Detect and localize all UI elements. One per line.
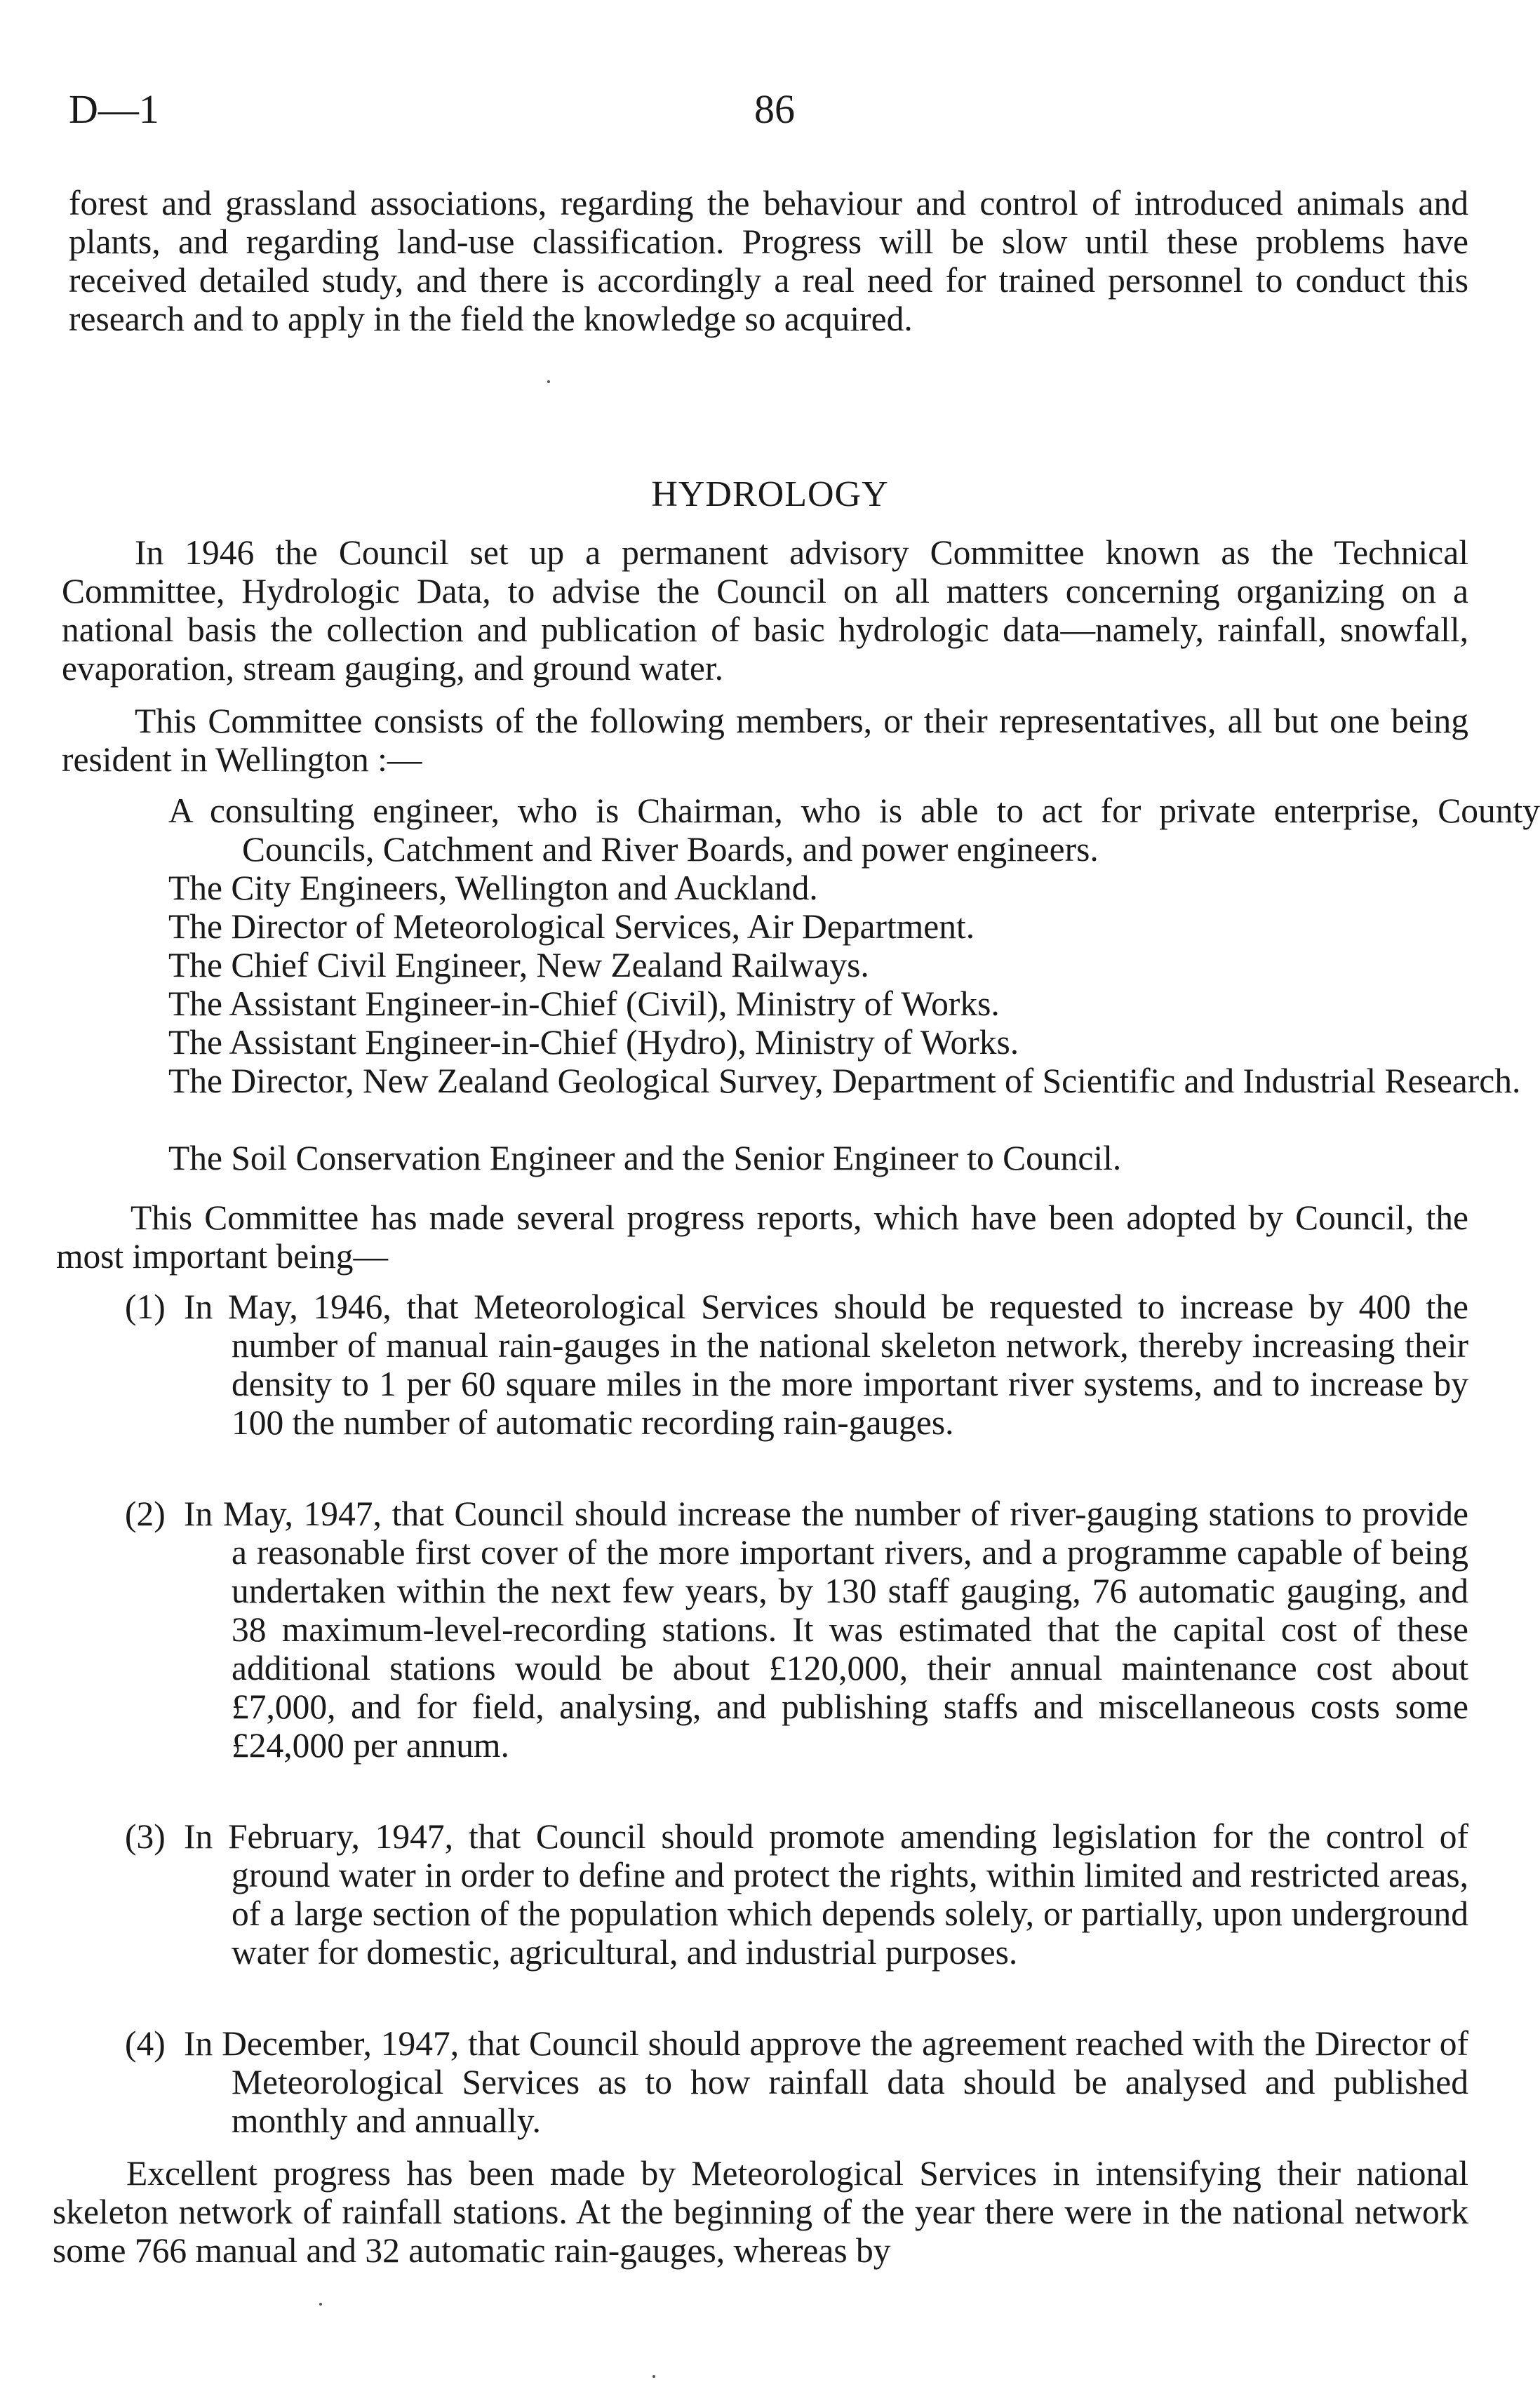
series-label: D—1 [69,86,159,132]
report-item: In December, 1947, that Council should approve the agreement reached with the Director of Meteorological Services as to how rainfall data should be analysed and published monthly and annually. [184,2024,1468,2140]
page-number: 86 [754,86,795,132]
report-item: In May, 1946, that Meteorological Services should be requested to increase by 400 the number of manual rain-gauges in the national skeleton network, thereby increasing their density to 1 per 60 square miles in the more important river systems, and to increase by 100 the number of automatic recording rain-gauges. [184,1288,1468,1442]
member-item: A consulting engineer, who is Chairman, who is able to act for private enterprise, County Councils, Catchment and River Boards, and power engineers. [168,791,1540,869]
paragraph-progress-reports: This Committee has made several progress reports, which have been adopted by Council, the most important being— [56,1198,1468,1276]
member-item: The Director, New Zealand Geological Survey, Department of Scientific and Industrial Research. [168,1062,1521,1100]
item-number: (3) [125,1817,166,1856]
item-number: (2) [125,1494,166,1533]
paragraph-committee-setup: In 1946 the Council set up a permanent advisory Committee known as the Technical Committee, Hydrologic Data, to advise the Council on all matters concerning organizing on a national basis the collection and publication of basic hydrologic data—namely, rainfall, snowfall, evaporation, stream gauging, and ground water. [62,533,1468,688]
member-item: The Assistant Engineer-in-Chief (Hydro), Ministry of Works. [168,1023,1019,1062]
report-item: In February, 1947, that Council should promote amending legislation for the control of ground water in order to define and protect the rights, within limited and restricted areas, of a large section of the population which depends solely, or partially, upon underground water for domestic, agricultural, and industrial purposes. [184,1817,1468,1972]
member-item: The Assistant Engineer-in-Chief (Civil), Ministry of Works. [168,984,1000,1023]
speck-mark [547,380,550,383]
item-number: (1) [125,1288,166,1326]
member-item: The Director of Meteorological Services, Air Department. [168,907,975,946]
paragraph-committee-members-intro: This Committee consists of the following members, or their representatives, all but one being resident in Wellington :— [62,702,1468,779]
speck-mark [652,2375,655,2378]
member-item: The Chief Civil Engineer, New Zealand Railways. [168,946,869,984]
item-number: (4) [125,2024,166,2063]
member-item: The City Engineers, Wellington and Auckland. [168,869,818,907]
intro-paragraph: forest and grassland associations, regarding the behaviour and control of introduced animals and plants, and regarding land-use classification. Progress will be slow until these problems have received detailed study, and there is accordingly a real need for trained personnel to conduct this research and to apply in the field the knowledge so acquired. [69,184,1468,338]
report-item: In May, 1947, that Council should increase the number of river-gauging stations to provide a reasonable first cover of the more important rivers, and a programme capable of being undertaken within the next few years, by 130 staff gauging, 76 automatic gauging, and 38 maximum-level-recording stations. It was estimated that the capital cost of these additional stations would be about £120,000, their annual maintenance cost about £7,000, and for field, analysing, and publishing staffs and miscellaneous costs some £24,000 per annum. [184,1494,1468,1765]
section-heading: HYDROLOGY [651,474,889,514]
speck-mark [319,2303,322,2306]
paragraph-rainfall-progress: Excellent progress has been made by Meteorological Services in intensifying their national skeleton network of rainfall stations. At the beginning of the year there were in the national network some 766 manual and 32 automatic rain-gauges, whereas by [53,2154,1468,2270]
member-item: The Soil Conservation Engineer and the Senior Engineer to Council. [168,1139,1122,1177]
